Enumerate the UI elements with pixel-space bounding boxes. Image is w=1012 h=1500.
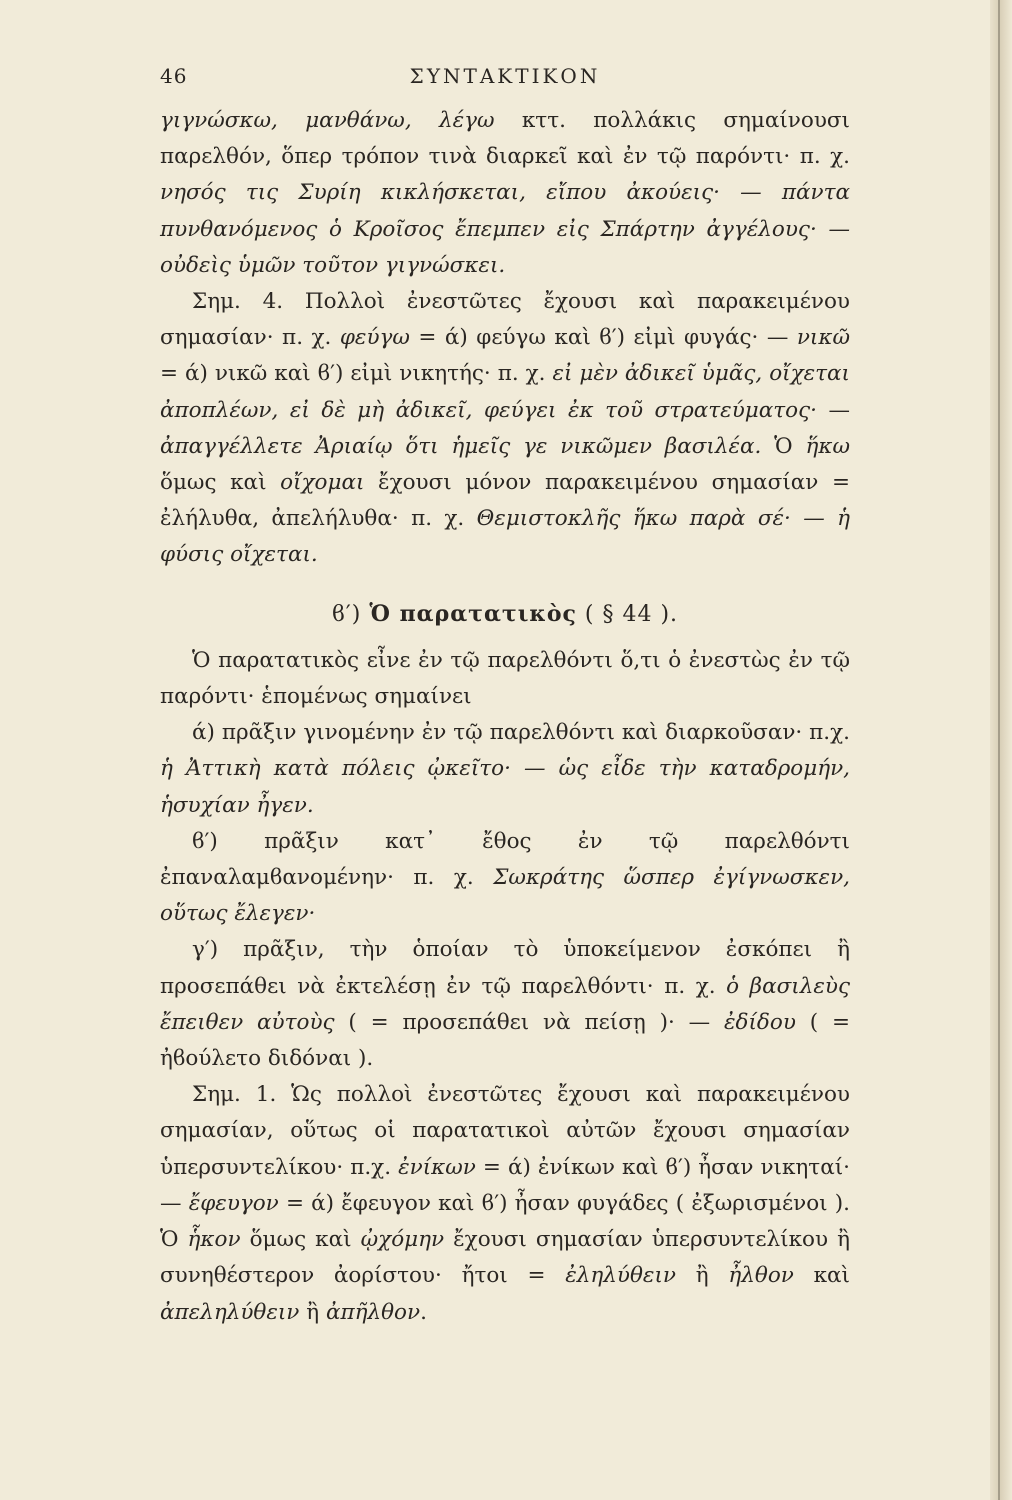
- example-word: φεύγω: [339, 325, 410, 351]
- example-quote: εἰ μὲν ἀδικεῖ ὑμᾶς, οἴχεται ἀποπλέων, εἰ δὲ μὴ ἀδικεῖ, φεύγει ἐκ τοῦ στρατεύματος·: [160, 361, 850, 423]
- example-quote: ἀπαγγέλλετε Ἀριαίῳ ὅτι ἡμεῖς γε νικῶμεν βασιλέα.: [160, 433, 762, 459]
- page-number: 46: [160, 64, 188, 88]
- text-run: καὶ: [793, 1263, 850, 1289]
- text-run: —: [816, 397, 850, 423]
- text-run: ἔχουσι μόνον παρακειμένου σημασίαν = ἐλήλυθα, ἀπελήλυθα· π. χ.: [160, 470, 850, 532]
- text-run: ἢ: [675, 1263, 729, 1289]
- text-run: ἔχουσι σημασίαν ὑπερσυντελίκου ἢ συνηθέστερον ἀορίστου· ἤτοι =: [160, 1227, 850, 1289]
- page-header: [160, 64, 850, 100]
- section-reference: ( § 44 ).: [576, 601, 679, 627]
- example-quote: ἡ Ἀττικὴ κατὰ πόλεις ᾠκεῖτο· — ὡς εἶδε τὴν καταδρομήν, ἡσυχίαν ἦγεν.: [160, 756, 850, 818]
- text-run: Ὁ παρατατικὸς εἶνε ἐν τῷ παρελθόντι ὅ,τι ὁ ἐνεστὼς ἐν τῷ παρόντι· ἑπομένως σημαίνει: [160, 647, 850, 710]
- text-run: Σημ. 4. Πολλοὶ ἐνεστῶτες ἔχουσι καὶ παρακειμένου σημασίαν· π. χ.: [160, 289, 850, 351]
- text-run: = ά) φεύγω καὶ ϐ′) εἰμὶ φυγάς· —: [409, 325, 797, 351]
- text-run: ϐ′) πρᾶξιν κατ᾽ ἔθος ἐν τῷ παρελθόντι ἐπαναλαμϐανομένην· π. χ.: [160, 828, 850, 891]
- text-run: = ά) ἔφευγον καὶ ϐ′) ἦσαν φυγάδες ( ἐξωρισμένοι ). Ὁ: [160, 1190, 850, 1253]
- note-4-paragraph: [160, 284, 850, 574]
- point-c-paragraph: [160, 932, 850, 1077]
- section-heading: [160, 596, 850, 633]
- page-edge-line: [998, 0, 1000, 1500]
- example-word: ἧκον: [187, 1227, 241, 1253]
- example-word: ᾠχόμην: [360, 1227, 445, 1253]
- text-run: κττ. πολλάκις σημαίνουσι παρελθόν, ὅπερ τρόπον τινὰ διαρκεῖ καὶ ἐν τῷ παρόντι· π. χ.: [160, 108, 850, 170]
- section-title: Ὁ παρατατικὸς: [369, 600, 577, 627]
- text-run: ὅμως καὶ: [240, 1227, 361, 1253]
- text-run: = ά) ἐνίκων καὶ ϐ′) ἦσαν νικηταί· —: [160, 1154, 850, 1216]
- text-run: γ′) πρᾶξιν, τὴν ὁποίαν τὸ ὑποκείμενον ἐσκόπει ἢ προσεπάθει νὰ ἐκτελέσῃ ἐν τῷ παρελθόντι· π. χ.: [160, 937, 850, 999]
- example-word: ἐνίκων: [398, 1154, 476, 1180]
- paragraph-continuation: [160, 103, 850, 284]
- example-word: ἀπῆλθον: [325, 1299, 421, 1325]
- section-number: ϐ′): [331, 601, 370, 627]
- text-run: ά) πρᾶξιν γινομένην ἐν τῷ παρελθόντι καὶ διαρκοῦσαν· π.χ.: [192, 720, 850, 746]
- point-b-paragraph: [160, 824, 850, 933]
- running-head: ΣΥΝΤΑΚΤΙΚΟΝ: [409, 64, 601, 88]
- text-run: ἢ: [299, 1299, 326, 1325]
- example-quote: Σωκράτης ὥσπερ ἐγίγνωσκεν, οὕτως ἔλεγεν·: [160, 865, 851, 927]
- text-run: Ὁ: [761, 433, 806, 459]
- example-word: ἐδίδου: [724, 1009, 796, 1035]
- example-word: οἴχομαι: [280, 470, 365, 496]
- note-1-paragraph: [160, 1077, 850, 1330]
- example-word: ἔφευγον: [188, 1190, 279, 1216]
- example-word: ἀπεληλύθειν: [160, 1299, 300, 1325]
- example-word: νικῶ: [796, 325, 850, 351]
- definition-paragraph: [160, 643, 850, 715]
- example-words: γιγνώσκω, μανθάνω, λέγω: [160, 108, 495, 133]
- text-run: = ά) νικῶ καὶ ϐ′) εἰμὶ νικητής· π. χ.: [160, 361, 553, 387]
- example-word: ἦλθον: [728, 1263, 794, 1289]
- text-run: ( = προσεπάθει νὰ πείσῃ )· —: [334, 1009, 725, 1035]
- example-word: ἐληλύθειν: [565, 1263, 676, 1289]
- text-run: ( = ἠϐούλετο διδόναι ).: [160, 1009, 850, 1072]
- example-quotes: νησός τις Συρίη κικλήσκεται, εἴπου ἀκούεις· — πάντα πυνθανόμενος ὁ Κροῖσος ἔπεμπεν εἰς Σπάρτην ἀγγέλους· — οὐδεὶς ὑμῶν τοῦτον γιγνώσκει.: [160, 180, 850, 278]
- body-text: [160, 103, 850, 1331]
- text-run: ὅμως καὶ: [160, 470, 281, 496]
- page-edge: [990, 0, 1012, 1500]
- text-run: .: [420, 1299, 427, 1325]
- example-quote: Θεμιστοκλῆς ἥκω παρὰ σέ· — ἡ φύσις οἴχεται.: [160, 506, 850, 568]
- text-run: Σημ. 1. Ὡς πολλοὶ ἐνεστῶτες ἔχουσι καὶ παρακειμένου σημασίαν, οὕτως οἱ παρατατικοὶ αὐτῶν ἔχουσι σημασίαν ὑπερσυντελίκου· π.χ.: [160, 1082, 850, 1180]
- example-word: ἥκω: [805, 433, 850, 459]
- example-quote: ὁ βασιλεὺς ἔπειθεν αὐτοὺς: [160, 973, 850, 1035]
- point-a-paragraph: [160, 715, 850, 824]
